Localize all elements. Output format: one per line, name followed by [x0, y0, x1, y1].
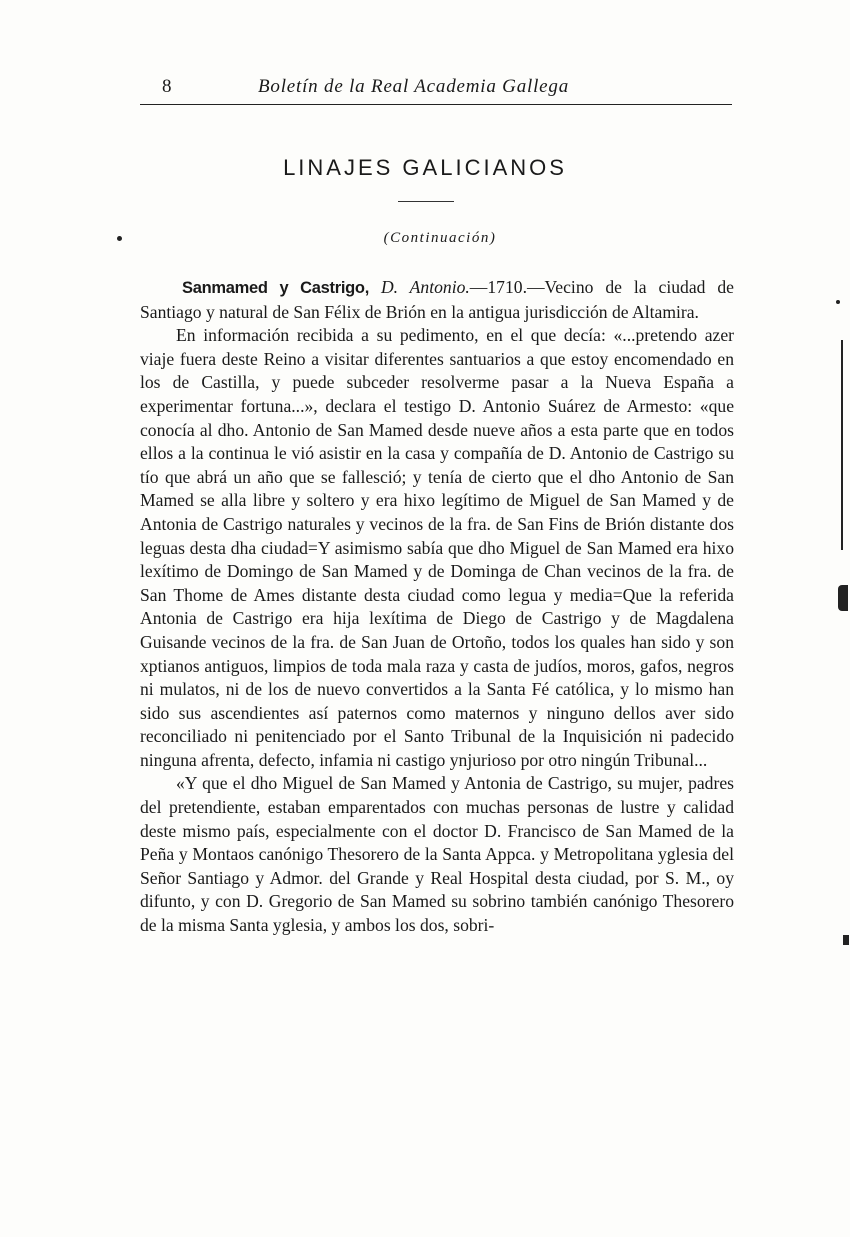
body-paragraph: En información recibida a su pedimento, en el que decía: «...pretendo azer viaje fuera deste Reino a visitar diferentes santuarios a que estoy encomendado en los de Castilla, y puede subceder resolverme pasar a la Nueva España a experimentar fortuna...», declara el testigo D. Antonio Suárez de Armesto: «que conocía al dho. Antonio de San Mamed desde nueve años a esta parte que en todos ellos a la continua le vió asistir en la casa y compañía de D. Antonio de Castrigo su tío que abrá un año que se fallesció; y tenía de cierto que el dho Antonio de San Mamed se alla libre y soltero y era hixo legítimo de Miguel de San Mamed y de Antonia de Castrigo naturales y vecinos de la fra. de San Fins de Brión distante dos leguas desta dha ciudad=Y asimismo sabía que dho Miguel de San Mamed era hixo lexítimo de Domingo de San Mamed y de Dominga de Chan vecinos de la fra. de San Thome de Ames distante desta ciudad como legua y media=Que la referida Antonia de Castrigo era hija lexítima de Diego de Castrigo y de Magdalena Guisande vecinos de la fra. de San Juan de Ortoño, todos los quales han sido y son xptianos antiguos, limpios de toda mala raza y casta de judíos, moros, gafos, negros ni mulatos, ni de los de nuevo convertidos a la Santa Fé católica, y lo mismo han sido sus ascendientes así paternos como maternos y ninguno dellos aver sido reconciliado ni penitenciado por el Santo Tribunal de la Inquisición ni padecido ninguna afrenta, defecto, infamia ni castigo ynjurioso por otro ningún Tribunal... — [140, 325, 734, 770]
entry-paragraph — [140, 276, 734, 324]
continuation-note: (Continuación) — [383, 230, 497, 246]
running-header — [140, 74, 732, 105]
entry-person: D. Antonio. — [380, 277, 470, 297]
scan-edge-mark — [836, 300, 840, 304]
title-divider — [398, 201, 454, 202]
scan-edge-mark — [841, 340, 843, 550]
entry-name: Sanmamed y Castrigo, — [182, 279, 369, 297]
scan-edge-mark — [843, 935, 849, 945]
entry-intro-text: —1710.—Vecino de la ciudad de Santiago y natural de San Félix de Brión en la antigua jurisdicción de Altamira. — [140, 277, 734, 322]
article-title: LINAJES GALICIANOS — [283, 155, 567, 180]
journal-title: Boletín de la Real Academia Gallega — [258, 76, 569, 97]
article-body — [140, 276, 734, 938]
body-paragraph: «Y que el dho Miguel de San Mamed y Antonia de Castrigo, su mujer, padres del pretendiente, estaban emparentados con muchas personas de lustre y calidad deste mismo país, especialmente con el doctor D. Francisco de San Mamed de la Peña y Montaos canónigo Thesorero de la Santa Appca. y Metropolitana yglesia del Señor Santiago y Admor. del Grande y Real Hospital desta ciudad, por S. M., oy difunto, y con D. Gregorio de San Mamed su sobrino también canónigo Thesorero de la misma Santa yglesia, y ambos los dos, sobri- — [140, 773, 734, 936]
scan-edge-mark — [838, 585, 848, 611]
page-number: 8 — [162, 76, 172, 97]
